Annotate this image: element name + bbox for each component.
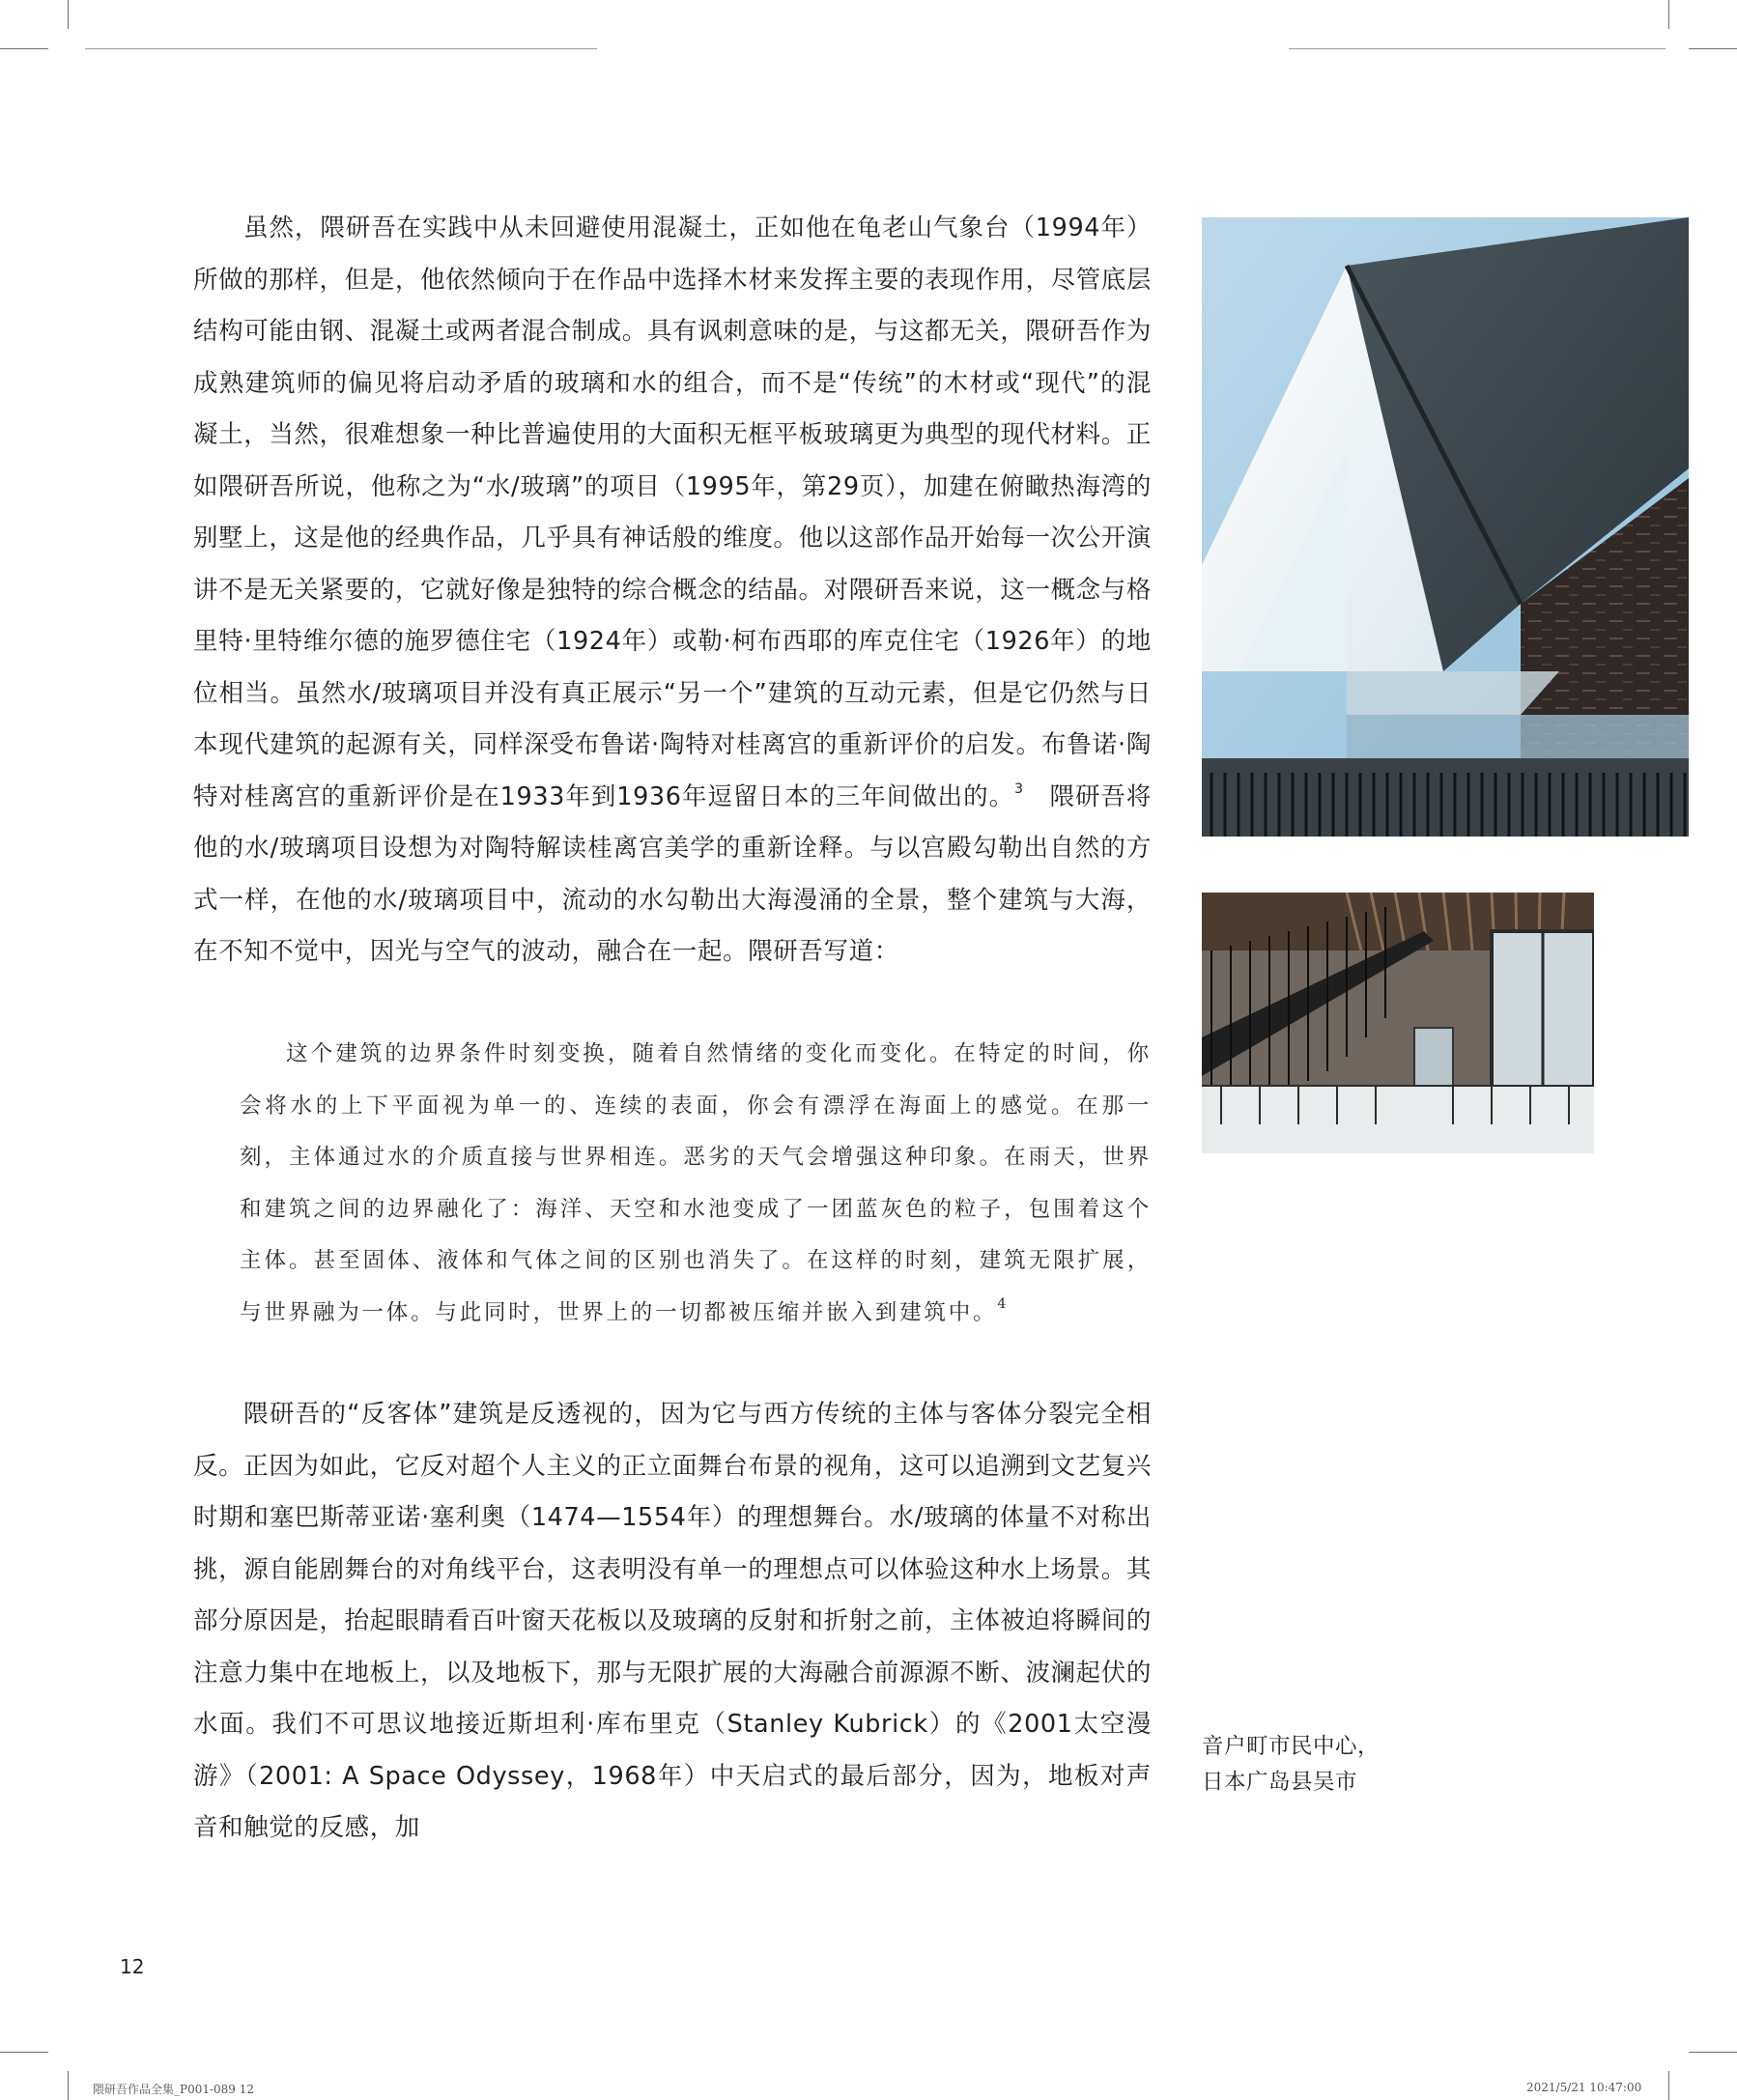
crop-mark: [1689, 48, 1737, 49]
crop-mark: [0, 2052, 48, 2053]
footer-timestamp: 2021/5/21 10:47:00: [1526, 2081, 1642, 2094]
block-quote: [240, 1029, 1152, 1339]
crop-mark: [68, 2071, 69, 2100]
crop-mark: [0, 48, 48, 49]
body-paragraph-1-text-b: 隈研吾将他的水/玻璃项目设想为对陶特解读桂离宫美学的重新诠释。与以宫殿勾勒出自然的方式一样，在他的水/玻璃项目中，流动的水勾勒出大海漫涌的全景，整个建筑与大海，在不知不觉中，因光与空气的波动，融合在一起。隈研吾写道：: [193, 781, 1152, 966]
body-paragraph-1: [193, 203, 1152, 979]
top-rule-right: [1289, 48, 1666, 49]
body-paragraph-1-text-a: 虽然，隈研吾在实践中从未回避使用混凝土，正如他在龟老山气象台（1994年）所做的那样，但是，他依然倾向于在作品中选择木材来发挥主要的表现作用，尽管底层结构可能由钢、混凝土或两者混合制成。具有讽刺意味的是，与这都无关，隈研吾作为成熟建筑师的偏见将启动矛盾的玻璃和水的组合，而不是“传统”的木材或“现代”的混凝土，当然，很难想象一种比普遍使用的大面积无框平板玻璃更为典型的现代材料。正如隈研吾所说，他称之为“水/玻璃”的项目（1995年，第29页），加建在俯瞰热海湾的别墅上，这是他的经典作品，几乎具有神话般的维度。他以这部作品开始每一次公开演讲不是无关紧要的，它就好像是独特的综合概念的结晶。对隈研吾来说，这一概念与格里特·里特维尔德的施罗德住宅（1924年）或勒·柯布西耶的库克住宅（1926年）的地位相当。虽然水/玻璃项目并没有真正展示“另一个”建筑的互动元素，但是它仍然与日本现代建筑的起源有关，同样深受布鲁诺·陶特对桂离宫的重新评价的启发。布鲁诺·陶特对桂离宫的重新评价是在1933年到1936年逗留日本的三年间做出的。: [193, 213, 1152, 811]
footnote-ref-4: 4: [997, 1295, 1010, 1312]
building-exterior-photo: [1202, 217, 1689, 837]
page-number: 12: [120, 1955, 145, 1978]
footnote-ref-3: 3: [1014, 780, 1024, 797]
footer-slug-left: 隈研吾作品全集_P001-089 12: [93, 2083, 255, 2096]
block-quote-text: 这个建筑的边界条件时刻变换，随着自然情绪的变化而变化。在特定的时间，你会将水的上下平面视为单一的、连续的表面，你会有漂浮在海面上的感觉。在那一刻，主体通过水的介质直接与世界相连。恶劣的天气会增强这种印象。在雨天，世界和建筑之间的边界融化了：海洋、天空和水池变成了一团蓝灰色的粒子，包围着这个主体。甚至固体、液体和气体之间的区别也消失了。在这样的时刻，建筑无限扩展，与世界融为一体。与此同时，世界上的一切都被压缩并嵌入到建筑中。: [240, 1041, 1152, 1325]
top-rule-left: [85, 48, 597, 49]
crop-mark: [1668, 0, 1669, 29]
photo-caption: [1202, 1729, 1434, 1801]
body-paragraph-2: 隈研吾的“反客体”建筑是反透视的，因为它与西方传统的主体与客体分裂完全相反。正因为如此，它反对超个人主义的正立面舞台布景的视角，这可以追溯到文艺复兴时期和塞巴斯蒂亚诺·塞利奥（1474—1554年）的理想舞台。水/玻璃的体量不对称出挑，源自能剧舞台的对角线平台，这表明没有单一的理想点可以体验这种水上场景。其部分原因是，抬起眼睛看百叶窗天花板以及玻璃的反射和折射之前，主体被迫将瞬间的注意力集中在地板上，以及地板下，那与无限扩展的大海融合前源源不断、波澜起伏的水面。我们不可思议地接近斯坦利·库布里克（Stanley Kubrick）的《2001太空漫游》（2001: A Space Odyssey，1968年）中天启式的最后部分，因为，地板对声音和触觉的反感，加: [193, 1400, 1152, 1842]
crop-mark: [1668, 2071, 1669, 2100]
crop-mark: [68, 0, 69, 29]
caption-line-2: 日本广岛县吴市: [1202, 1770, 1358, 1795]
building-interior-photo: [1202, 893, 1594, 1153]
crop-mark: [1689, 2052, 1737, 2053]
caption-line-1: 音户町市民中心，: [1202, 1734, 1381, 1759]
